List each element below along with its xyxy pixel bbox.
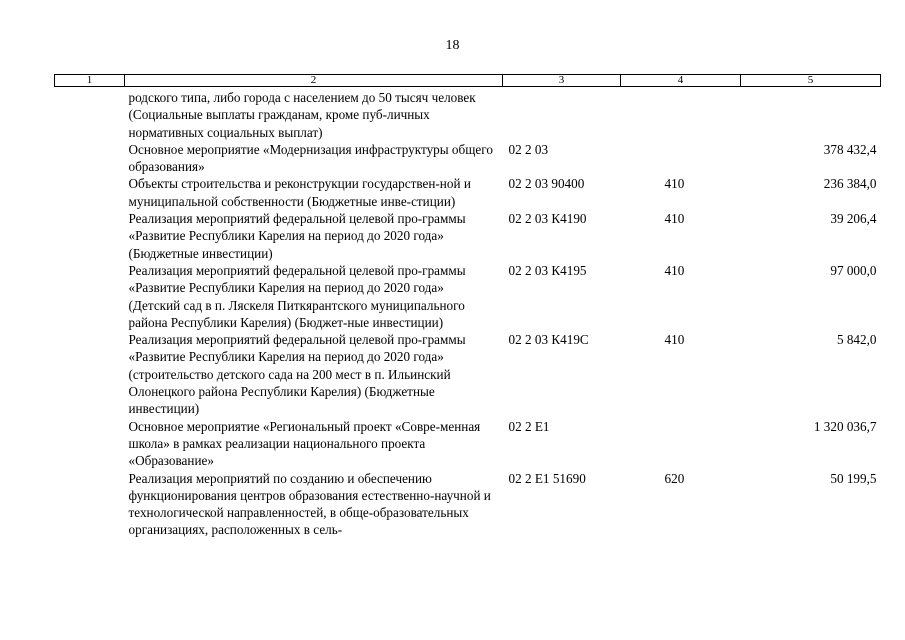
header-col-4: 4: [621, 75, 741, 87]
table-row: [55, 175, 881, 210]
row-expense-type: 410: [664, 262, 685, 278]
table-row: [55, 210, 881, 262]
row-name: родского типа, либо города с населением до 50 тысяч человек (Социальные выплаты гражданам, кроме пуб-личных нормативных социальных выплат): [128, 90, 476, 140]
table-row: [55, 470, 881, 539]
row-expense-type: 410: [664, 176, 685, 192]
row-name: Реализация мероприятий федеральной целевой про-граммы «Развитие Республики Карелия на период до 2020 года» (Детский сад в п. Ляскеля Питкярантского муниципального района Республики Карелия) (Бюджет-ные инвестиции): [128, 262, 466, 330]
row-code: 02 2 03 К4195: [508, 262, 587, 278]
row-name: Реализация мероприятий федеральной целевой про-граммы «Развитие Республики Карелия на период до 2020 года» (строительство детского сада на 200 мест в п. Ильинский Олонецкого района Республики Карелия) (Бюджетные инвестиции): [128, 332, 466, 417]
row-amount: 50 199,5: [830, 470, 877, 486]
row-code: 02 2 E1: [508, 418, 550, 434]
row-code: 02 2 E1 51690: [508, 470, 586, 486]
row-amount: 1 320 036,7: [813, 418, 877, 434]
row-amount: 97 000,0: [830, 262, 877, 278]
row-expense-type: [621, 87, 741, 141]
row-name: Реализация мероприятий федеральной целевой про-граммы «Развитие Республики Карелия на период до 2020 года» (Бюджетные инвестиции): [128, 211, 466, 261]
header-row: [55, 75, 881, 87]
row-code: 02 2 03 90400: [508, 176, 585, 192]
table-row: [55, 418, 881, 470]
row-expense-type: [621, 141, 741, 176]
row-amount: 39 206,4: [830, 211, 877, 227]
header-col-5: 5: [741, 75, 881, 87]
row-code: 02 2 03: [508, 141, 549, 157]
row-amount: 378 432,4: [823, 141, 877, 157]
row-name: Реализация мероприятий по созданию и обеспечению функционирования центров образования естественно-научной и технологической направленностей, в обще-образовательных организациях, расположенных в сель-: [128, 470, 491, 538]
row-expense-type: 620: [664, 470, 685, 486]
row-amount: 5 842,0: [836, 332, 877, 348]
budget-table: [54, 74, 881, 539]
table-row: [55, 141, 881, 176]
row-expense-type: 410: [664, 332, 685, 348]
header-col-3: 3: [503, 75, 621, 87]
row-expense-type: 410: [664, 211, 685, 227]
row-name: Основное мероприятие «Модернизация инфраструктуры общего образования»: [128, 141, 493, 175]
header-col-1: 1: [55, 75, 125, 87]
table-row: [55, 331, 881, 417]
row-expense-type: [621, 418, 741, 470]
header-col-2: 2: [125, 75, 503, 87]
row-name: Объекты строительства и реконструкции государствен-ной и муниципальной собственности (Бюджетные инве-стиции): [128, 176, 471, 209]
page-number: 18: [445, 38, 460, 53]
table-row: [55, 262, 881, 331]
row-amount: 236 384,0: [823, 176, 877, 192]
row-code: 02 2 03 К419С: [508, 332, 589, 348]
table-row: [55, 87, 881, 141]
row-name: Основное мероприятие «Региональный проект «Совре-менная школа» в рамках реализации национального проекта «Образование»: [128, 418, 481, 469]
row-code: 02 2 03 К4190: [508, 211, 587, 227]
row-code: [503, 87, 621, 141]
row-amount: [741, 87, 881, 141]
